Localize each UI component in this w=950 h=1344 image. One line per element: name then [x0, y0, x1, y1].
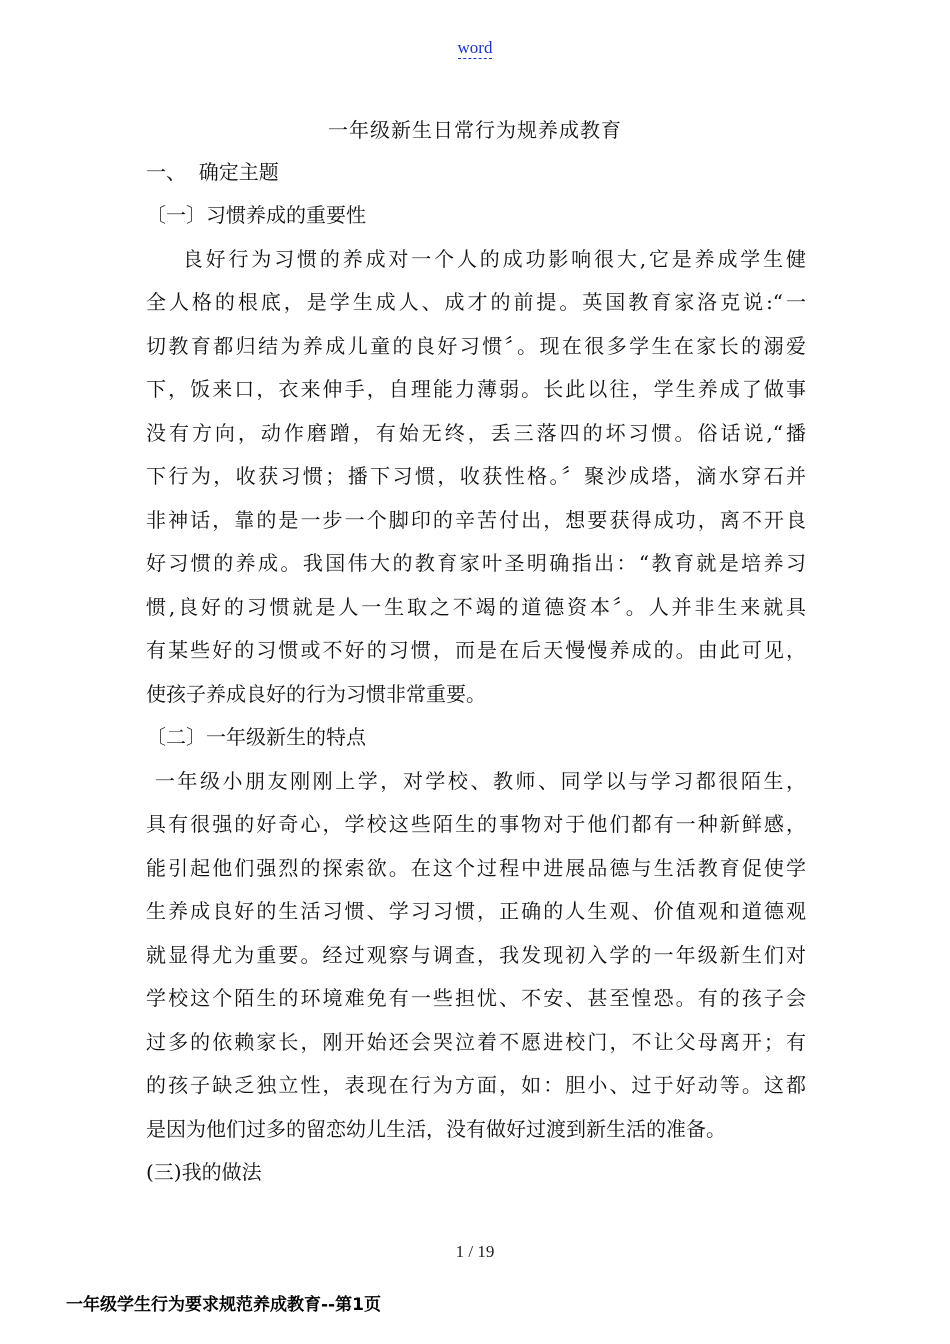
- paragraph-line: 下，饭来口，衣来伸手，自理能力薄弱。长此以往，学生养成了做事: [146, 377, 806, 401]
- paragraph-line: 非神话，靠的是一步一个脚印的辛苦付出，想要获得成功，离不开良: [146, 508, 806, 532]
- page-number: 1 / 19: [455, 1242, 495, 1261]
- document-title: 一年级新生日常行为规养成教育: [328, 118, 622, 142]
- paragraph-line: 惯,良好的习惯就是人一生取之不竭的道德资本〞。人并非生来就具: [146, 595, 806, 619]
- paragraph-line: 全人格的根底，是学生成人、成才的前提。英国教育家洛克说:“一: [146, 290, 806, 314]
- paragraph-line: 就显得尤为重要。经过观察与调查，我发现初入学的一年级新生们对: [146, 943, 806, 967]
- paragraph-line: 好习惯的养成。我国伟大的教育家叶圣明确指出：“教育就是培养习: [146, 551, 806, 575]
- paragraph-line: 切教育都归结为养成儿童的良好习惯〞。现在很多学生在家长的溺爱: [146, 334, 806, 358]
- header-word-link[interactable]: [0, 38, 950, 58]
- paragraph-line: 生养成良好的生活习惯、学习习惯，正确的人生观、价值观和道德观: [146, 899, 806, 923]
- paragraph-line: 的孩子缺乏独立性，表现在行为方面，如：胆小、过于好动等。这都: [146, 1073, 806, 1097]
- paragraph-line: 具有很强的好奇心，学校这些陌生的事物对于他们都有一种新鲜感，: [146, 812, 806, 836]
- paragraph-line: 能引起他们强烈的探索欲。在这个过程中进展品德与生活教育促使学: [146, 856, 806, 880]
- paragraph-line: 有某些好的习惯或不好的习惯，而是在后天慢慢养成的。由此可见，: [146, 638, 806, 662]
- paragraph-line: 良好行为习惯的养成对一个人的成功影响很大,它是养成学生健: [146, 247, 806, 271]
- subsection-heading-3: (三)我的做法: [146, 1160, 262, 1184]
- paragraph-line: 没有方向，动作磨蹭，有始无终，丢三落四的坏习惯。俗话说,“播: [146, 421, 806, 445]
- header-link-text[interactable]: word: [457, 38, 493, 57]
- section-heading-1: 一、 确定主题: [146, 160, 279, 184]
- paragraph-line: 一年级小朋友刚刚上学，对学校、教师、同学以与学习都很陌生，: [146, 769, 806, 793]
- paragraph-line-last: 使孩子养成良好的行为习惯非常重要。: [146, 682, 486, 706]
- subsection-heading-2: 〔二〕一年级新生的特点: [146, 725, 366, 749]
- paragraph-line: 过多的依赖家长，刚开始还会哭泣着不愿进校门，不让父母离开；有: [146, 1030, 806, 1054]
- footer-caption: 一年级学生行为要求规范养成教育--第1页: [66, 1295, 381, 1315]
- paragraph-line: 学校这个陌生的环境难免有一些担忧、不安、甚至惶恐。有的孩子会: [146, 986, 806, 1010]
- paragraph-line: 下行为，收获习惯；播下习惯，收获性格。〞聚沙成塔，滴水穿石并: [146, 464, 806, 488]
- paragraph-line-last: 是因为他们过多的留恋幼儿生活，没有做好过渡到新生活的准备。: [146, 1117, 726, 1141]
- subsection-heading-1: 〔一〕习惯养成的重要性: [146, 203, 366, 227]
